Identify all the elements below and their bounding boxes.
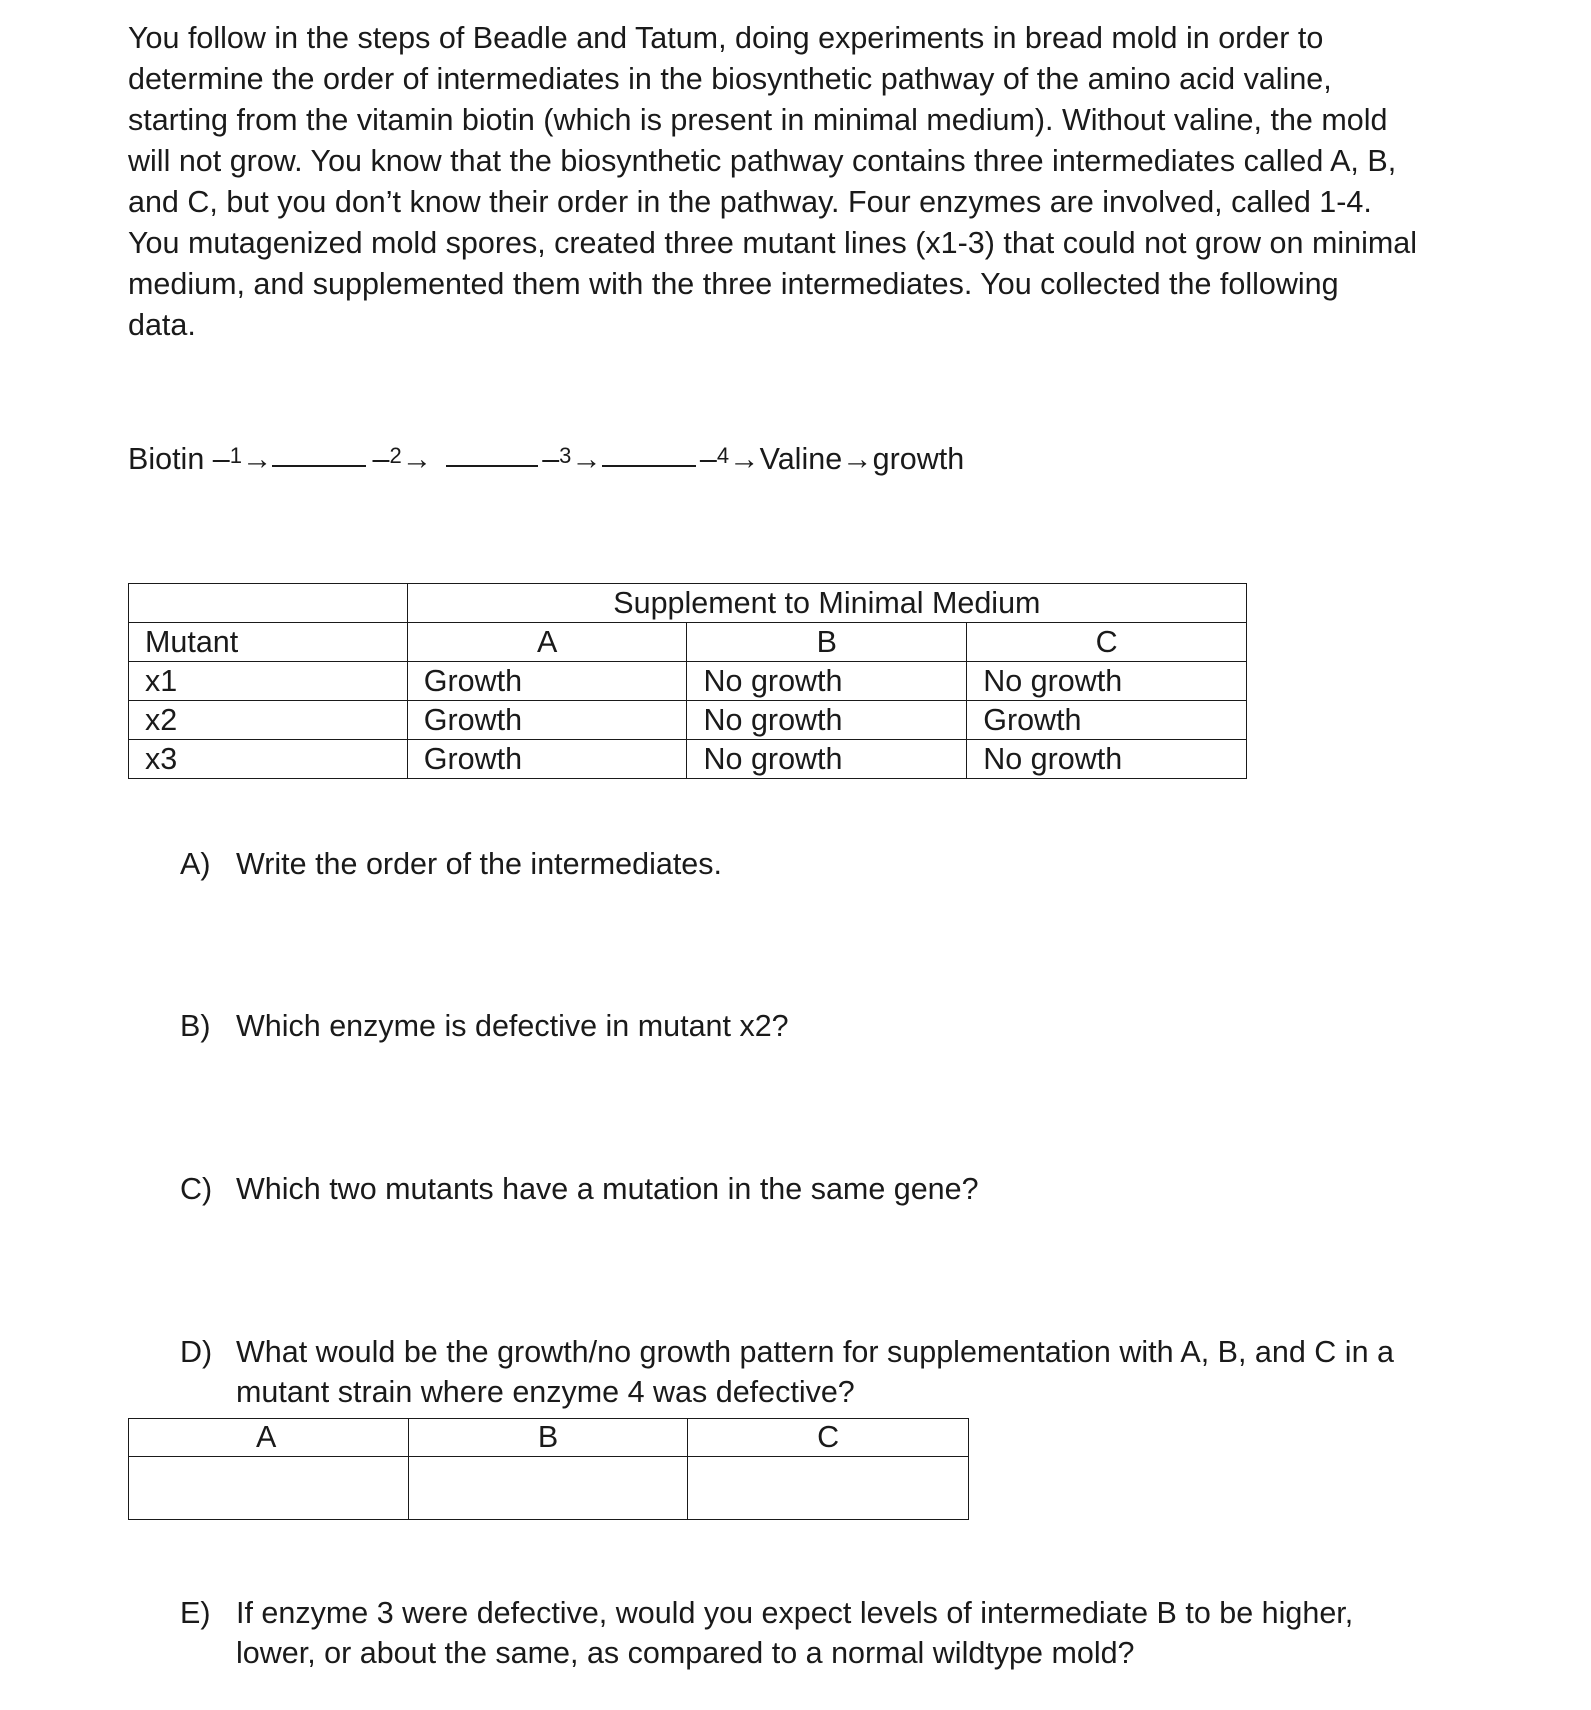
intermediate-blank [446, 464, 538, 467]
question-text: lower, or about the same, as compared to a normal wildtype mold? [236, 1636, 1135, 1670]
mutant-cell: x2 [129, 701, 408, 740]
table-corner-cell [129, 584, 408, 623]
intermediate-blank [602, 464, 696, 467]
question-c [180, 1169, 979, 1209]
arrow-icon: → [401, 442, 433, 476]
column-header-c: C [967, 623, 1247, 662]
question-text: If enzyme 3 were defective, would you expect levels of intermediate B to be higher, [236, 1596, 1354, 1630]
intro-line: and C, but you don’t know their order in the pathway. Four enzymes are involved, called 1-4. [128, 185, 1372, 219]
question-text: Write the order of the intermediates. [236, 847, 722, 881]
question-label: C) [180, 1172, 213, 1206]
result-cell: No growth [687, 740, 967, 779]
table-header-row [129, 584, 1247, 623]
table-row [129, 701, 1247, 740]
answer-cell-c[interactable] [688, 1457, 969, 1520]
question-d [180, 1332, 1394, 1412]
answer-table [128, 1418, 969, 1520]
answer-header-row [129, 1419, 969, 1457]
question-text: Which two mutants have a mutation in the same gene? [236, 1172, 979, 1206]
answer-column-a: A [129, 1419, 409, 1457]
table-header: Supplement to Minimal Medium [407, 584, 1246, 623]
intro-line: You follow in the steps of Beadle and Tatum, doing experiments in bread mold in order to [128, 21, 1324, 55]
intro-line: determine the order of intermediates in the biosynthetic pathway of the amino acid valine, [128, 62, 1332, 96]
result-cell: No growth [967, 662, 1247, 701]
intro-line: medium, and supplemented them with the three intermediates. You collected the following [128, 267, 1339, 301]
question-b [180, 1006, 789, 1046]
intro-line: starting from the vitamin biotin (which is present in minimal medium). Without valine, the mold [128, 103, 1388, 137]
result-cell: No growth [967, 740, 1247, 779]
result-cell: Growth [407, 740, 687, 779]
table-row [129, 662, 1247, 701]
pathway-start: Biotin – [128, 442, 230, 476]
pathway-step-2: – $^2$ → [372, 442, 433, 476]
mutant-cell: x3 [129, 740, 408, 779]
pathway-step-3: – $^3$ → [542, 442, 602, 476]
result-cell: Growth [407, 701, 687, 740]
enzyme-number: 1 [229, 443, 242, 468]
question-text: mutant strain where enzyme 4 was defective? [236, 1375, 855, 1409]
answer-column-b: B [408, 1419, 688, 1457]
mutant-column-header: Mutant [129, 623, 408, 662]
answer-row [129, 1457, 969, 1520]
answer-cell-b[interactable] [408, 1457, 688, 1520]
column-header-a: A [407, 623, 687, 662]
pathway-step-1 [230, 442, 273, 477]
result-cell: No growth [687, 701, 967, 740]
answer-cell-a[interactable] [129, 1457, 409, 1520]
question-label: E) [180, 1596, 211, 1630]
intro-line: You mutagenized mold spores, created three mutant lines (x1-3) that could not grow on minimal [128, 226, 1418, 260]
question-label: D) [180, 1335, 213, 1369]
answer-column-c: C [688, 1419, 969, 1457]
question-text: What would be the growth/no growth pattern for supplementation with A, B, and C in a [236, 1335, 1394, 1369]
intro-paragraph [128, 18, 1548, 346]
arrow-icon: → [241, 442, 273, 476]
table-row [129, 740, 1247, 779]
pathway-end: Valine→growth [759, 442, 965, 476]
question-e [180, 1593, 1353, 1673]
question-label: B) [180, 1009, 211, 1043]
result-cell: Growth [967, 701, 1247, 740]
supplement-table [128, 583, 1247, 779]
mutant-cell: x1 [129, 662, 408, 701]
question-a [180, 844, 722, 884]
pathway-step-4: – $^4$ → [699, 442, 760, 476]
enzyme-number: 4 [716, 443, 730, 468]
intermediate-blank [272, 464, 366, 467]
arrow-icon: → [729, 442, 760, 476]
table-column-row [129, 623, 1247, 662]
column-header-b: B [687, 623, 967, 662]
pathway-diagram [128, 442, 964, 477]
enzyme-number: 3 [559, 443, 572, 468]
arrow-icon: → [571, 442, 602, 476]
intro-line: will not grow. You know that the biosynthetic pathway contains three intermediates called A, B, [128, 144, 1397, 178]
intro-line: data. [128, 308, 196, 342]
result-cell: No growth [687, 662, 967, 701]
result-cell: Growth [407, 662, 687, 701]
question-label: A) [180, 847, 211, 881]
question-text: Which enzyme is defective in mutant x2? [236, 1009, 789, 1043]
enzyme-number: 2 [389, 443, 402, 468]
